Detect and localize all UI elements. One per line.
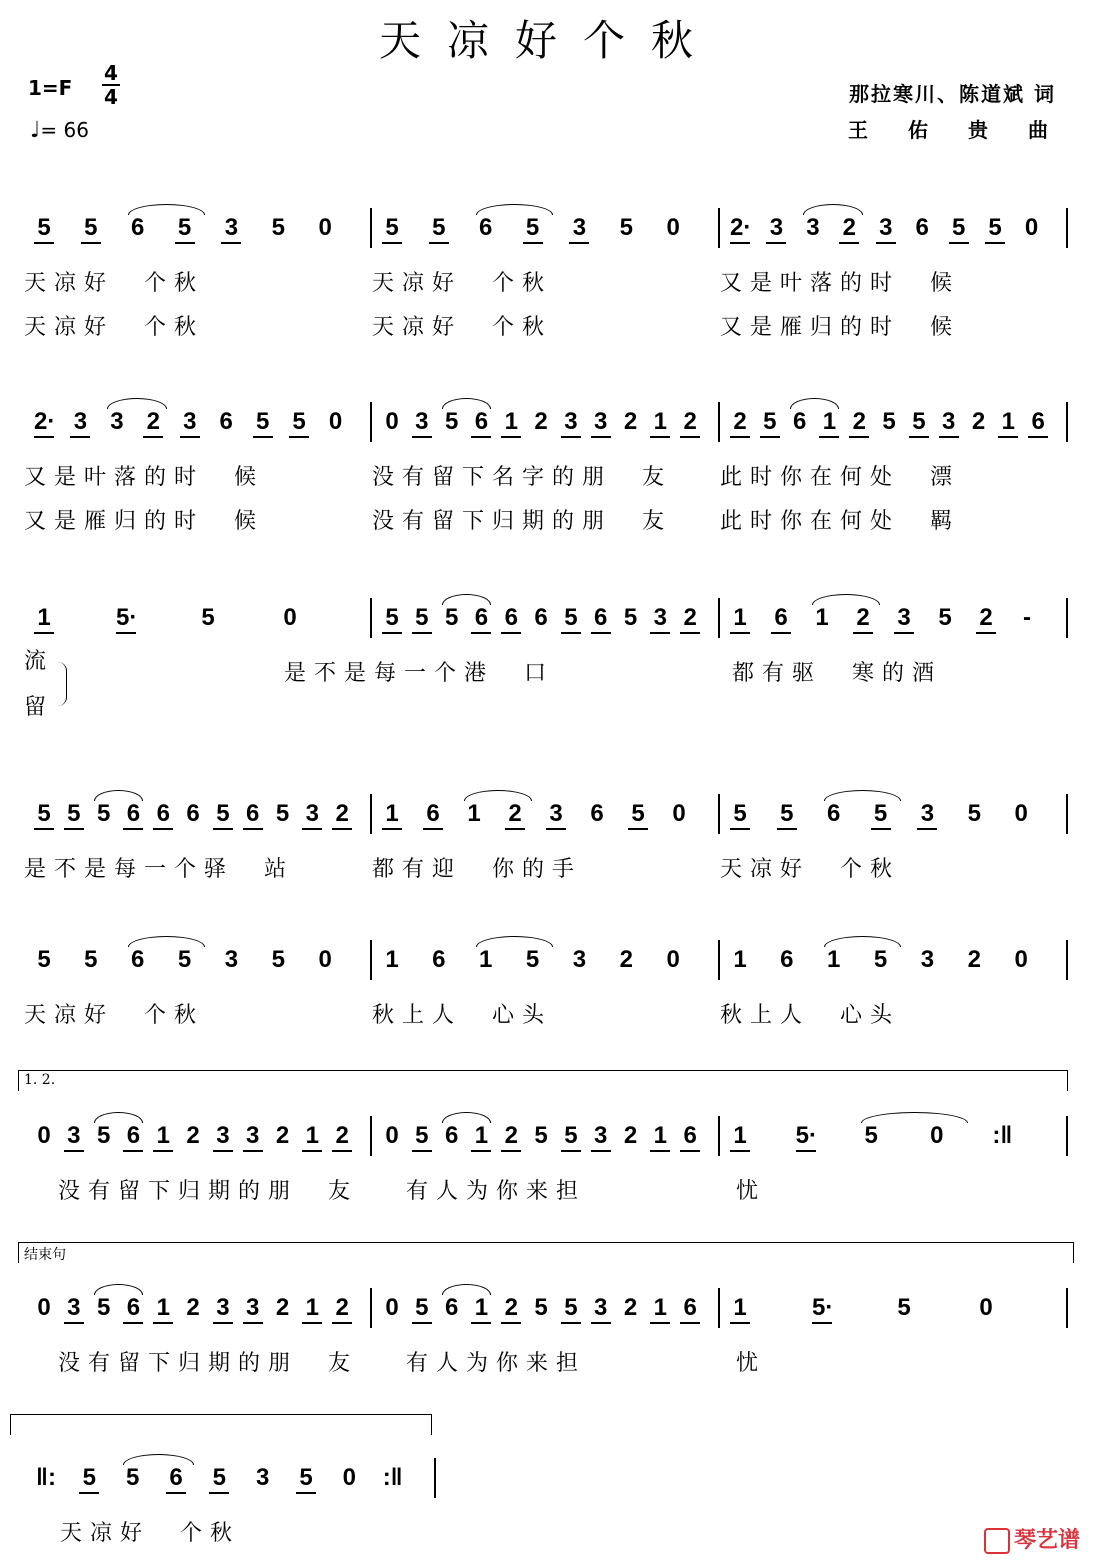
note: 6: [591, 604, 611, 634]
watermark-text: 琴艺谱: [1013, 1528, 1080, 1553]
note: :‖: [382, 1464, 403, 1491]
note: 0: [37, 1122, 51, 1149]
slur: [803, 204, 863, 215]
note: 6: [166, 1464, 186, 1494]
note: 5: [623, 604, 638, 631]
note: 5: [949, 214, 969, 244]
barline: [370, 940, 372, 980]
volta-bracket: [18, 1070, 1068, 1091]
key-signature: 1=F: [28, 76, 73, 100]
note: 6: [131, 946, 145, 973]
slur: [107, 398, 167, 409]
note: 1: [730, 604, 750, 634]
note: 1: [815, 604, 829, 631]
lyric-line: 流: [24, 649, 55, 674]
note: 5: [64, 800, 84, 830]
note: 2: [186, 1294, 200, 1321]
note: 5: [561, 1122, 581, 1152]
note: 3: [917, 800, 937, 830]
note: 0: [283, 604, 297, 631]
slur: [861, 1112, 968, 1123]
note: 2: [619, 946, 633, 973]
note: 6: [131, 214, 145, 241]
note: 3: [64, 1294, 84, 1324]
lyricist-credit: 那拉寒川、陈道斌 词: [849, 82, 1056, 106]
note: 3: [221, 214, 241, 244]
note: 3: [110, 408, 124, 435]
note: 6: [915, 214, 929, 241]
note: 5·: [116, 604, 136, 634]
quarter-note-icon: ♩: [30, 118, 41, 143]
note: 1: [998, 408, 1018, 438]
lyric-line: 天凉好 个秋: [720, 857, 900, 882]
note: 5: [175, 214, 195, 244]
note: 6: [680, 1294, 700, 1324]
note: 3: [64, 1122, 84, 1152]
note: 3: [302, 800, 322, 830]
note: 2: [680, 408, 700, 438]
note: ‖:: [36, 1464, 56, 1491]
lyric-line-verse2: 此时你在何处 羁: [720, 509, 960, 534]
note: 0: [328, 408, 343, 435]
note: 0: [318, 214, 332, 241]
note: 5: [967, 800, 981, 827]
note: 3: [591, 1294, 611, 1324]
note: 1: [382, 800, 402, 830]
slur: [812, 594, 880, 605]
note: 3: [650, 604, 670, 634]
barline: [718, 598, 720, 638]
lyric-line: 天凉好 个秋: [60, 1521, 240, 1546]
lyric-line-verse2: 留: [24, 695, 55, 720]
note: 5: [871, 800, 891, 830]
note: 5: [382, 214, 402, 244]
note: 0: [318, 946, 332, 973]
note: 6: [479, 214, 493, 241]
note: 5: [619, 214, 633, 241]
note: 0: [37, 1294, 51, 1321]
note: 3: [224, 946, 239, 973]
slur: [123, 1454, 194, 1465]
time-signature: [100, 62, 122, 108]
note: 6: [153, 800, 173, 830]
note: 2: [332, 800, 352, 830]
note: 6: [243, 800, 263, 830]
slur: [128, 936, 205, 947]
note: 1: [153, 1122, 173, 1152]
lyric-line: 此时你在何处 漂: [720, 465, 960, 490]
lyric-line: 忧: [736, 1351, 767, 1376]
barline: [718, 402, 720, 442]
note: 5: [96, 800, 111, 827]
barline: [1066, 940, 1068, 980]
note: 1: [471, 1122, 491, 1152]
note: 6: [423, 800, 443, 830]
note: 1: [819, 408, 839, 438]
note: 2: [332, 1294, 352, 1324]
note: 1: [467, 800, 481, 827]
note: 5: [523, 214, 543, 244]
note: 3: [591, 1122, 611, 1152]
lyric-line: 天凉好 个秋: [24, 1003, 204, 1028]
barline: [434, 1458, 436, 1498]
volta-label: 1. 2.: [24, 1072, 56, 1088]
note: 0: [930, 1122, 944, 1149]
slur: [824, 790, 901, 801]
barline: [370, 794, 372, 834]
volta-bracket: [18, 1242, 1074, 1263]
note: 2: [971, 408, 986, 435]
note: 6: [444, 1294, 459, 1321]
note: 3: [939, 408, 959, 438]
note: 5: [444, 604, 459, 631]
volta-label: 结束句: [24, 1247, 66, 1263]
barline: [1066, 1116, 1068, 1156]
lyric-line-verse2: 又是雁归的时 候: [720, 315, 960, 340]
note: 1: [385, 946, 399, 973]
barline: [718, 940, 720, 980]
song-title: 天凉好个秋: [378, 16, 719, 65]
note: 2: [967, 946, 981, 973]
slur: [442, 1112, 492, 1123]
note: 5: [34, 214, 54, 244]
note: 3: [213, 1122, 233, 1152]
note: 0: [666, 946, 680, 973]
note: 5: [897, 1294, 911, 1321]
lyric-line: 又是叶落的时 候: [720, 271, 960, 296]
note: 3: [180, 408, 200, 438]
note: 0: [385, 1294, 399, 1321]
slur: [442, 1284, 492, 1295]
note: 0: [342, 1464, 356, 1491]
barline: [718, 1116, 720, 1156]
note: 3: [766, 214, 786, 244]
note: 6: [123, 1294, 143, 1324]
note: 5: [37, 946, 51, 973]
note: 6: [123, 800, 143, 830]
repeat-bracket: [10, 1414, 432, 1435]
note: 5·: [796, 1122, 816, 1152]
slur: [94, 790, 144, 801]
note: 2: [976, 604, 996, 634]
lyric-line: 是不是每一个港 口: [284, 661, 554, 686]
note: 3: [412, 408, 432, 438]
note: 0: [979, 1294, 993, 1321]
tempo-marking: [30, 118, 89, 143]
note: 5: [81, 214, 101, 244]
note: 5: [271, 214, 285, 241]
note: 5: [34, 800, 54, 830]
note: 1: [302, 1294, 322, 1324]
note: 1: [650, 1122, 670, 1152]
note: 2·: [34, 408, 54, 438]
note: 2: [501, 1294, 521, 1324]
note: 2: [275, 1294, 290, 1321]
slur: [94, 1112, 144, 1123]
slur: [442, 594, 492, 605]
note: 5: [84, 946, 98, 973]
lyric-line: 天凉好 个秋: [372, 271, 552, 296]
note: 0: [666, 214, 680, 241]
note: 3: [569, 214, 589, 244]
lyric-line-verse2: 又是雁归的时 候: [24, 509, 264, 534]
lyric-line: 没有留下归期的朋 友: [58, 1351, 358, 1376]
note: 5: [125, 1464, 140, 1491]
slur: [824, 936, 901, 947]
barline: [1066, 794, 1068, 834]
note: 5: [938, 604, 952, 631]
note: 1: [733, 946, 747, 973]
barline: [718, 208, 720, 248]
note: 5: [412, 1294, 432, 1324]
note: 5: [271, 946, 285, 973]
note: 0: [385, 1122, 399, 1149]
note: 5: [873, 946, 888, 973]
tempo-value: = 66: [40, 118, 89, 142]
note: 6: [590, 800, 604, 827]
barline: [718, 1288, 720, 1328]
note: 6: [471, 604, 491, 634]
note: 1: [650, 1294, 670, 1324]
note: 6: [827, 800, 841, 827]
note: 3: [894, 604, 914, 634]
lyric-line: 秋上人 心头: [372, 1003, 552, 1028]
note: 0: [672, 800, 686, 827]
note: 3: [876, 214, 896, 244]
lyric-line: 都有迎 你的手: [372, 857, 582, 882]
note: 5: [534, 1122, 548, 1149]
lyric-line: 没有留下归期的朋 友: [58, 1179, 358, 1204]
note: 6: [432, 946, 446, 973]
note: 2: [186, 1122, 200, 1149]
note: 6: [123, 1122, 143, 1152]
note: 1: [479, 946, 493, 973]
barline: [370, 1116, 372, 1156]
lyric-line: 有人为你来担: [406, 1179, 587, 1204]
note: 5: [209, 1464, 229, 1494]
barline: [370, 1288, 372, 1328]
note: 2: [534, 408, 548, 435]
note: 6: [471, 408, 491, 438]
slur: [476, 936, 553, 947]
barline: [1066, 208, 1068, 248]
note: 2: [501, 1122, 521, 1152]
lyric-line-verse2: 天凉好 个秋: [372, 315, 552, 340]
note: 2: [275, 1122, 290, 1149]
note: 6: [792, 408, 807, 435]
barline: [718, 794, 720, 834]
note: 0: [385, 408, 399, 435]
note: 3: [572, 946, 587, 973]
lyric-line: 没有留下名字的朋 友: [372, 465, 672, 490]
note: 6: [501, 604, 521, 634]
note: 5: [177, 946, 192, 973]
slur: [128, 204, 205, 215]
note: 6: [444, 1122, 459, 1149]
lyric-line: 有人为你来担: [406, 1351, 587, 1376]
logo-icon: [984, 1528, 1010, 1554]
note: -: [1023, 604, 1031, 631]
note: 1: [153, 1294, 173, 1324]
note: 0: [1014, 800, 1028, 827]
note: 1: [302, 1122, 322, 1152]
note: 5: [864, 1122, 878, 1149]
lyric-line: 又是叶落的时 候: [24, 465, 264, 490]
note: 5: [201, 604, 215, 631]
lyric-line: 都有驱 寒的酒: [732, 661, 942, 686]
note: 5: [289, 408, 309, 438]
note: 5: [760, 408, 780, 438]
note: 3: [546, 800, 566, 830]
note: 3: [591, 408, 611, 438]
note: 6: [680, 1122, 700, 1152]
note: 6: [1028, 408, 1048, 438]
time-top: 4: [104, 61, 118, 85]
note: 1: [730, 1122, 750, 1152]
barline: [370, 402, 372, 442]
note: 5: [96, 1122, 111, 1149]
note: 2: [505, 800, 525, 830]
note: :‖: [992, 1122, 1013, 1149]
note: 5: [444, 408, 459, 435]
note: 5: [275, 800, 290, 827]
note: 2: [332, 1122, 352, 1152]
watermark: [984, 1523, 1080, 1554]
note: 5: [985, 214, 1005, 244]
note: 5·: [812, 1294, 832, 1324]
note: 1: [650, 408, 670, 438]
note: 5: [730, 800, 750, 830]
barline: [370, 598, 372, 638]
note: 1: [471, 1294, 491, 1324]
note: 2: [623, 1122, 638, 1149]
barline: [370, 208, 372, 248]
note: 3: [70, 408, 90, 438]
note: 2: [839, 214, 859, 244]
note: 1: [34, 604, 54, 634]
note: 5: [412, 604, 432, 634]
verse-brace: [58, 662, 67, 706]
note: 2: [680, 604, 700, 634]
note: 3: [920, 946, 935, 973]
slur: [94, 1284, 144, 1295]
note: 3: [243, 1122, 263, 1152]
lyric-line-verse2: 没有留下归期的朋 友: [372, 509, 672, 534]
note: 5: [382, 604, 402, 634]
slur: [464, 790, 532, 801]
lyric-line: 是不是每一个驿 站: [24, 857, 294, 882]
note: 5: [412, 1122, 432, 1152]
slur: [790, 398, 840, 409]
note: 3: [561, 408, 581, 438]
note: 2: [143, 408, 163, 438]
note: 3: [806, 214, 820, 241]
note: 6: [771, 604, 791, 634]
note: 6: [219, 408, 233, 435]
note: 3: [243, 1294, 263, 1324]
barline: [1066, 598, 1068, 638]
note: 5: [96, 1294, 111, 1321]
note: 0: [1024, 214, 1039, 241]
note: 5: [561, 1294, 581, 1324]
note: 6: [186, 800, 200, 827]
time-bottom: 4: [104, 85, 118, 109]
note: 1: [730, 1294, 750, 1324]
lyric-line-verse2: 天凉好 个秋: [24, 315, 204, 340]
note: 2: [853, 604, 873, 634]
barline: [1066, 1288, 1068, 1328]
note: 1: [501, 408, 521, 438]
note: 6: [780, 946, 794, 973]
note: 2: [623, 408, 638, 435]
note: 3: [213, 1294, 233, 1324]
note: 2: [730, 408, 750, 438]
lyric-line: 天凉好 个秋: [24, 271, 204, 296]
note: 5: [561, 604, 581, 634]
composer-credit: 王佑贵曲: [848, 118, 1088, 142]
note: 5: [525, 946, 540, 973]
note: 5: [296, 1464, 316, 1494]
slur: [442, 398, 492, 409]
note: 5: [213, 800, 233, 830]
note: 5: [777, 800, 797, 830]
note: 2: [623, 1294, 638, 1321]
note: 5: [79, 1464, 99, 1494]
barline: [1066, 402, 1068, 442]
note: 0: [1014, 946, 1028, 973]
note: 6: [534, 604, 548, 631]
note: 5: [253, 408, 273, 438]
slur: [476, 204, 553, 215]
lyric-line: 秋上人 心头: [720, 1003, 900, 1028]
note: 2·: [730, 214, 750, 244]
note: 5: [534, 1294, 548, 1321]
note: 5: [909, 408, 929, 438]
note: 2: [849, 408, 869, 438]
lyric-line: 忧: [736, 1179, 767, 1204]
note: 1: [827, 946, 841, 973]
note: 5: [882, 408, 896, 435]
note: 5: [628, 800, 648, 830]
note: 5: [429, 214, 449, 244]
note: 3: [255, 1464, 270, 1491]
